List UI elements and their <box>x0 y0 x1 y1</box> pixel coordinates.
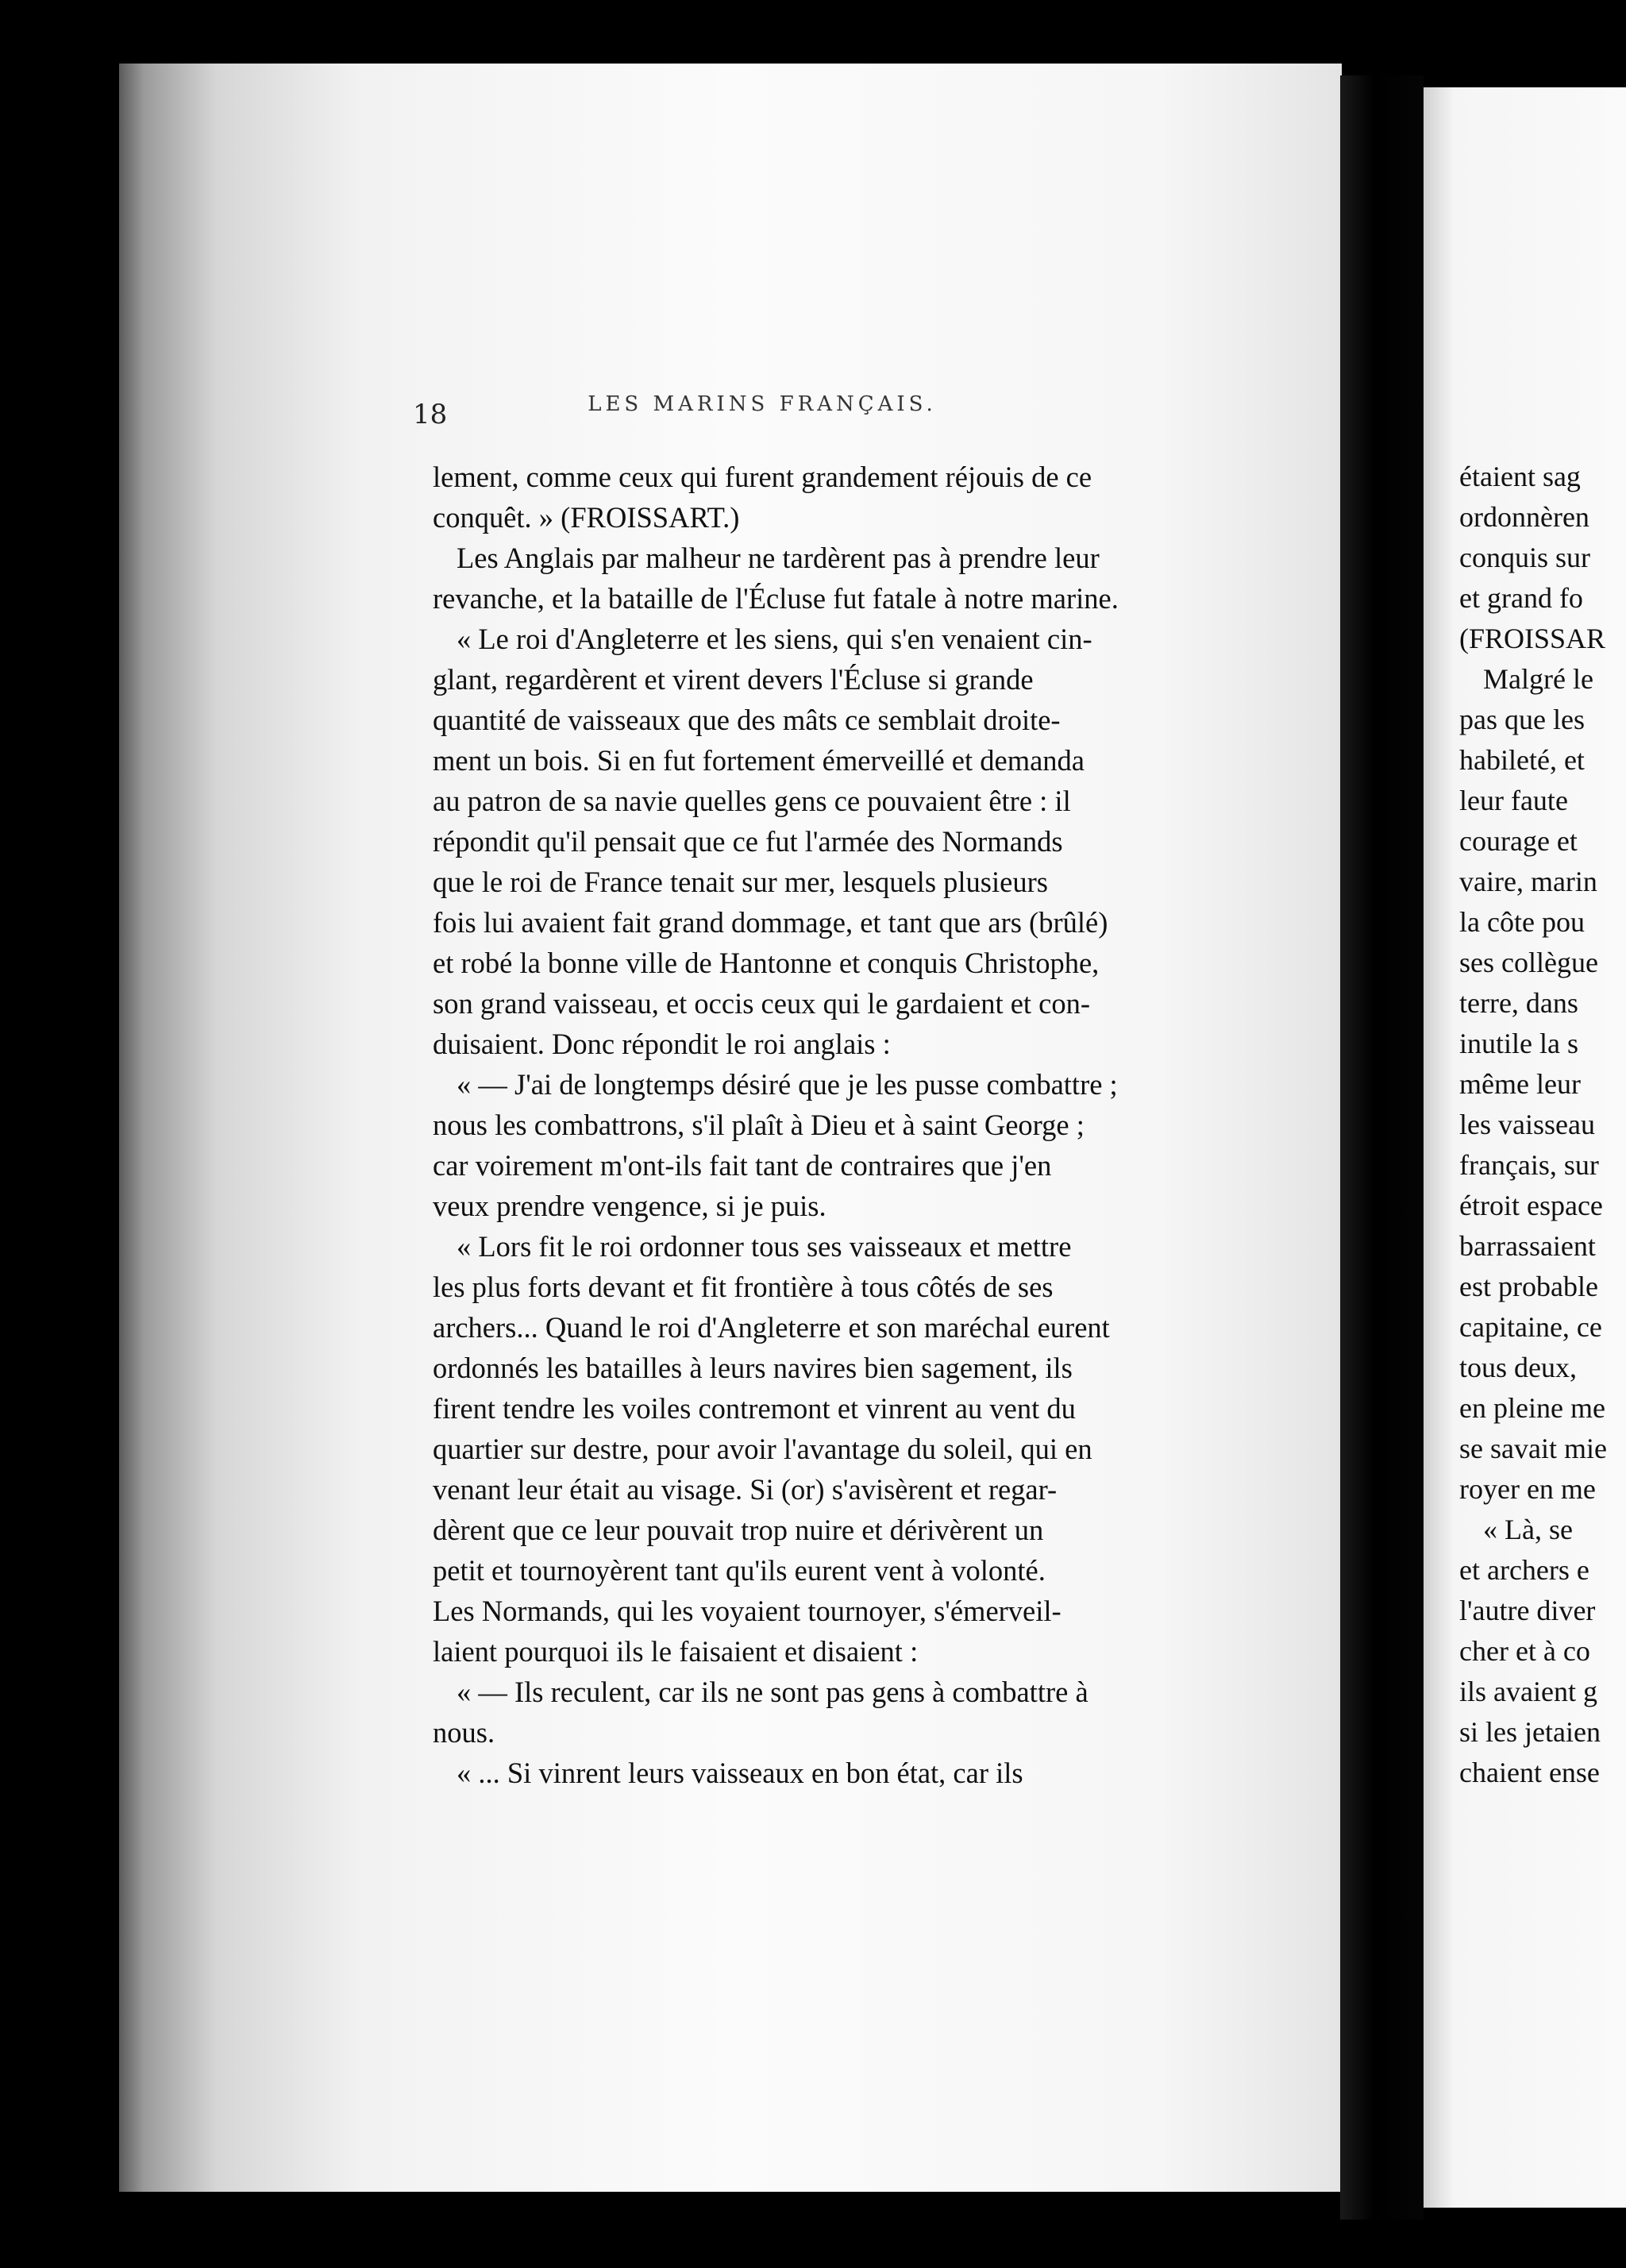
text-line: glant, regardèrent et virent devers l'Écluse si grande <box>433 663 1034 696</box>
text-line: au patron de sa navie quelles gens ce pouvaient être : il <box>433 785 1071 817</box>
book-gutter <box>1340 75 1424 2220</box>
text-line: (FROISSAR <box>1459 623 1606 654</box>
text-line: chaient ense <box>1459 1757 1600 1788</box>
left-page-text <box>433 457 1274 1793</box>
text-line: habileté, et <box>1459 744 1585 776</box>
text-line: même leur <box>1459 1068 1581 1100</box>
text-line: « Le roi d'Angleterre et les siens, qui s'en venaient cin- <box>457 623 1092 655</box>
text-line: ils avaient g <box>1459 1676 1597 1707</box>
text-line: veux prendre vengence, si je puis. <box>433 1190 826 1222</box>
right-page-text <box>1459 457 1626 1793</box>
text-line: terre, dans <box>1459 987 1578 1019</box>
text-line: pas que les <box>1459 704 1585 735</box>
page-number: 18 <box>413 399 448 430</box>
text-line: ment un bois. Si en fut fortement émerveillé et demanda <box>433 744 1085 777</box>
text-line: petit et tournoyèrent tant qu'ils eurent vent à volonté. <box>433 1554 1046 1587</box>
text-line: archers... Quand le roi d'Angleterre et son maréchal eurent <box>433 1311 1110 1344</box>
text-line: car voirement m'ont-ils fait tant de contraires que j'en <box>433 1149 1052 1182</box>
text-line: « — J'ai de longtemps désiré que je les pusse combattre ; <box>457 1068 1118 1101</box>
text-line: vaire, marin <box>1459 866 1597 897</box>
text-line: étroit espace <box>1459 1190 1603 1221</box>
text-line: Les Normands, qui les voyaient tournoyer, s'émerveil- <box>433 1595 1062 1627</box>
text-line: nous. <box>433 1716 495 1749</box>
text-line: dèrent que ce leur pouvait trop nuire et dérivèrent un <box>433 1514 1044 1546</box>
text-line: « Là, se <box>1483 1514 1573 1545</box>
text-line: étaient sag <box>1459 461 1581 492</box>
running-head-text: LES MARINS FRANÇAIS. <box>588 392 937 416</box>
text-line: fois lui avaient fait grand dommage, et tant que ars (brûlé) <box>433 906 1108 939</box>
text-line: que le roi de France tenait sur mer, lesquels plusieurs <box>433 866 1048 898</box>
text-line: royer en me <box>1459 1473 1596 1505</box>
text-line: Les Anglais par malheur ne tardèrent pas à prendre leur <box>457 542 1100 574</box>
text-line: ses collègue <box>1459 947 1598 978</box>
text-line: français, sur <box>1459 1149 1599 1181</box>
text-line: se savait mie <box>1459 1433 1607 1464</box>
text-line: ordonnèren <box>1459 501 1589 533</box>
running-head <box>405 392 1119 416</box>
text-line: si les jetaien <box>1459 1716 1601 1748</box>
text-line: lement, comme ceux qui furent grandement réjouis de ce <box>433 461 1092 493</box>
text-line: inutile la s <box>1459 1028 1578 1059</box>
text-line: « — Ils reculent, car ils ne sont pas gens à combattre à <box>457 1676 1088 1708</box>
text-line: barrassaient <box>1459 1230 1596 1262</box>
text-line: tous deux, <box>1459 1352 1577 1383</box>
text-line: nous les combattrons, s'il plaît à Dieu et à saint George ; <box>433 1109 1085 1141</box>
text-line: et robé la bonne ville de Hantonne et conquis Christophe, <box>433 947 1100 979</box>
text-line: les plus forts devant et fit frontière à tous côtés de ses <box>433 1271 1054 1303</box>
text-line: leur faute <box>1459 785 1568 816</box>
text-line: ordonnés les batailles à leurs navires bien sagement, ils <box>433 1352 1073 1384</box>
text-line: Malgré le <box>1483 663 1593 695</box>
text-line: venant leur était au visage. Si (or) s'avisèrent et regar- <box>433 1473 1058 1506</box>
text-line: « ... Si vinrent leurs vaisseaux en bon état, car ils <box>457 1757 1023 1789</box>
text-line: firent tendre les voiles contremont et vinrent au vent du <box>433 1392 1076 1425</box>
text-line: quantité de vaisseaux que des mâts ce semblait droite- <box>433 704 1061 736</box>
text-line: courage et <box>1459 825 1578 857</box>
text-line: laient pourquoi ils le faisaient et disaient : <box>433 1635 919 1668</box>
text-line: duisaient. Donc répondit le roi anglais : <box>433 1028 891 1060</box>
text-line: l'autre diver <box>1459 1595 1596 1626</box>
text-line: quartier sur destre, pour avoir l'avantage du soleil, qui en <box>433 1433 1092 1465</box>
text-line: les vaisseau <box>1459 1109 1595 1140</box>
text-line: « Lors fit le roi ordonner tous ses vaisseaux et mettre <box>457 1230 1072 1263</box>
text-line: cher et à co <box>1459 1635 1590 1667</box>
text-line: répondit qu'il pensait que ce fut l'armée des Normands <box>433 825 1063 858</box>
text-line: et archers e <box>1459 1554 1589 1586</box>
text-line: conquêt. » (FROISSART.) <box>433 501 740 534</box>
text-line: capitaine, ce <box>1459 1311 1602 1343</box>
text-line: la côte pou <box>1459 906 1585 938</box>
text-line: conquis sur <box>1459 542 1590 573</box>
text-line: et grand fo <box>1459 582 1583 614</box>
text-line: son grand vaisseau, et occis ceux qui le gardaient et con- <box>433 987 1091 1020</box>
text-line: est probable <box>1459 1271 1598 1302</box>
text-line: revanche, et la bataille de l'Écluse fut fatale à notre marine. <box>433 582 1119 615</box>
text-line: en pleine me <box>1459 1392 1605 1424</box>
